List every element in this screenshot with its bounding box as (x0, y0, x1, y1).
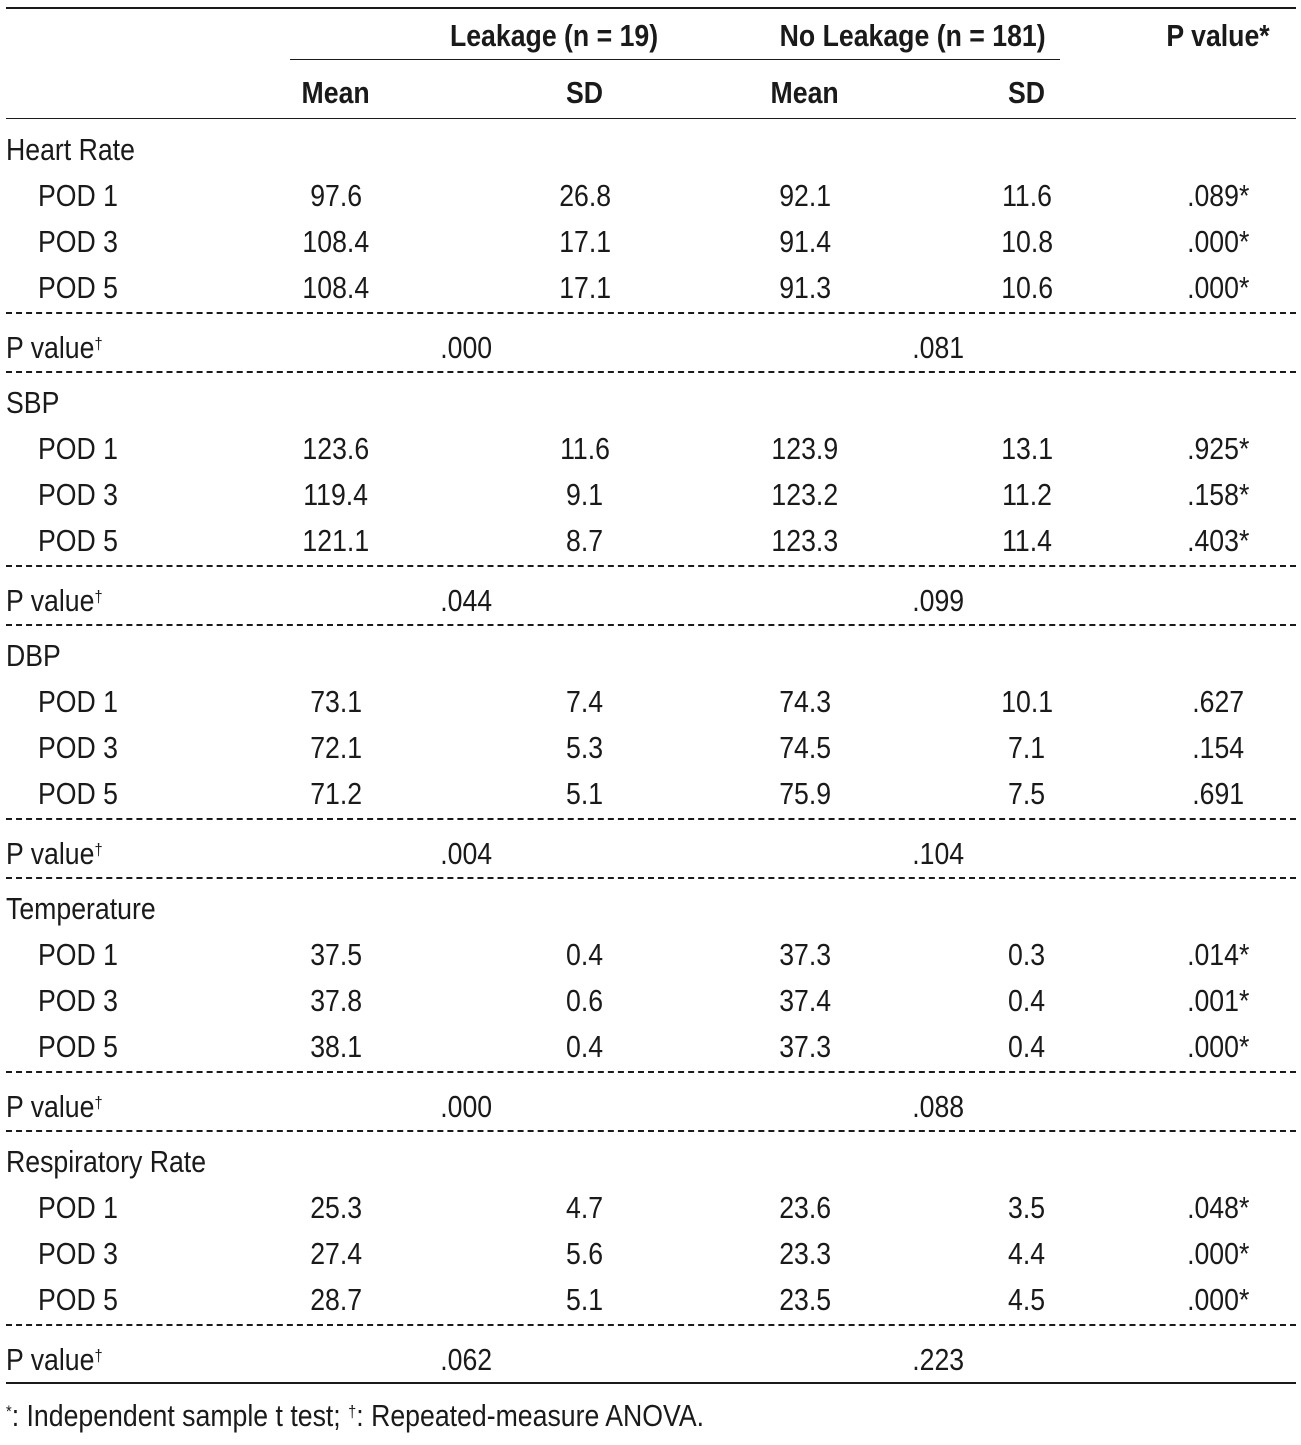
cell-n-sd: 0.3 (1008, 937, 1046, 972)
footnote-text-2: : Repeated-measure ANOVA. (356, 1398, 705, 1433)
cell-l-sd: 8.7 (566, 523, 604, 558)
cell-l-mean: 108.4 (302, 270, 370, 305)
cell-n-mean: 74.5 (779, 730, 831, 765)
cell-l-mean: 119.4 (303, 477, 369, 512)
row-label: POD 1 (38, 684, 119, 719)
bottom-rule (6, 1382, 1296, 1384)
dashed-rule (6, 877, 1296, 879)
p-value-no-leakage: .104 (912, 836, 964, 871)
p-value-no-leakage: .099 (912, 583, 964, 618)
row-label: POD 3 (38, 477, 119, 512)
cell-p: .925* (1186, 431, 1250, 466)
cell-n-sd: 10.6 (1001, 270, 1053, 305)
p-value-no-leakage: .088 (912, 1089, 964, 1124)
cell-n-mean: 91.3 (779, 270, 831, 305)
header-rule (6, 118, 1296, 119)
row-label: POD 5 (38, 523, 119, 558)
row-label: POD 1 (38, 937, 119, 972)
table-footnote (6, 1396, 818, 1436)
cell-n-sd: 11.4 (1002, 523, 1052, 558)
cell-l-mean: 71.2 (310, 776, 362, 811)
cell-n-mean: 23.6 (779, 1190, 831, 1225)
cell-n-sd: 13.1 (1001, 431, 1053, 466)
cell-n-sd: 4.4 (1008, 1236, 1046, 1271)
dashed-rule (6, 371, 1296, 373)
cell-l-sd: 7.4 (566, 684, 604, 719)
cell-l-sd: 0.6 (566, 983, 604, 1018)
cell-l-mean: 108.4 (302, 224, 370, 259)
header-leakage-mean: Mean (301, 75, 371, 110)
p-value-label: P value† (6, 1089, 103, 1124)
leakage-group-underline (290, 59, 818, 60)
cell-l-sd: 5.1 (566, 1282, 604, 1317)
cell-l-sd: 9.1 (566, 477, 604, 512)
no-leakage-group-underline (758, 59, 1060, 60)
cell-n-mean: 91.4 (779, 224, 831, 259)
cell-n-sd: 7.1 (1008, 730, 1046, 765)
cell-n-mean: 37.3 (779, 1029, 831, 1064)
cell-n-mean: 92.1 (779, 178, 831, 213)
p-value-label: P value† (6, 583, 103, 618)
dashed-rule (6, 565, 1296, 567)
cell-l-mean: 27.4 (310, 1236, 362, 1271)
cell-n-mean: 23.5 (779, 1282, 831, 1317)
cell-l-mean: 28.7 (310, 1282, 362, 1317)
row-label: POD 5 (38, 1029, 119, 1064)
footnote-mark-star: * (6, 1402, 12, 1421)
section-title: Respiratory Rate (6, 1144, 207, 1179)
section-title: Temperature (6, 891, 156, 926)
cell-p: .158* (1186, 477, 1250, 512)
cell-l-mean: 37.8 (310, 983, 362, 1018)
row-label: POD 3 (38, 1236, 119, 1271)
p-value-leakage: .062 (440, 1342, 492, 1377)
cell-n-sd: 0.4 (1008, 983, 1046, 1018)
header-no-leakage-sd: SD (1008, 75, 1046, 110)
cell-l-sd: 5.1 (566, 776, 604, 811)
cell-n-mean: 37.4 (779, 983, 831, 1018)
row-label: POD 1 (38, 431, 119, 466)
dashed-rule (6, 312, 1296, 314)
row-label: POD 1 (38, 1190, 119, 1225)
header-leakage-sd: SD (566, 75, 604, 110)
cell-p: .154 (1192, 730, 1244, 765)
cell-l-sd: 11.6 (560, 431, 610, 466)
section-title: Heart Rate (6, 132, 135, 167)
p-value-leakage: .000 (440, 1089, 492, 1124)
cell-p: .000* (1186, 1236, 1250, 1271)
row-label: POD 3 (38, 224, 119, 259)
section-title: SBP (6, 385, 60, 420)
dashed-rule (6, 1130, 1296, 1132)
cell-p: .000* (1186, 1282, 1250, 1317)
cell-l-sd: 5.3 (566, 730, 604, 765)
section-title: DBP (6, 638, 61, 673)
cell-l-mean: 25.3 (310, 1190, 362, 1225)
p-value-label: P value† (6, 330, 103, 365)
cell-n-mean: 123.2 (771, 477, 839, 512)
cell-l-sd: 26.8 (559, 178, 611, 213)
footnote-mark-dagger: † (348, 1402, 357, 1421)
cell-l-sd: 17.1 (559, 224, 611, 259)
cell-p: .048* (1186, 1190, 1250, 1225)
cell-p: .403* (1186, 523, 1250, 558)
cell-n-sd: 11.2 (1002, 477, 1052, 512)
footnote-text-1: : Independent sample t test; (11, 1398, 349, 1433)
cell-n-mean: 37.3 (779, 937, 831, 972)
cell-l-sd: 5.6 (566, 1236, 604, 1271)
cell-n-sd: 3.5 (1008, 1190, 1046, 1225)
dashed-rule (6, 1071, 1296, 1073)
cell-n-mean: 23.3 (779, 1236, 831, 1271)
row-label: POD 5 (38, 270, 119, 305)
cell-l-mean: 38.1 (310, 1029, 362, 1064)
cell-l-sd: 0.4 (566, 937, 604, 972)
cell-l-mean: 37.5 (310, 937, 362, 972)
top-rule (6, 7, 1296, 9)
row-label: POD 1 (38, 178, 119, 213)
cell-l-mean: 121.1 (302, 523, 370, 558)
cell-l-mean: 97.6 (310, 178, 362, 213)
p-value-no-leakage: .081 (912, 330, 964, 365)
cell-l-mean: 123.6 (302, 431, 370, 466)
cell-l-mean: 73.1 (310, 684, 362, 719)
header-group-leakage: Leakage (n = 19) (449, 18, 659, 53)
row-label: POD 3 (38, 983, 119, 1018)
cell-n-mean: 123.9 (771, 431, 839, 466)
header-p-value: P value* (1166, 18, 1270, 53)
cell-p: .627 (1192, 684, 1244, 719)
cell-p: .001* (1186, 983, 1250, 1018)
p-value-leakage: .004 (440, 836, 492, 871)
cell-n-sd: 11.6 (1002, 178, 1052, 213)
cell-n-sd: 4.5 (1008, 1282, 1046, 1317)
cell-n-mean: 123.3 (771, 523, 839, 558)
header-group-no-leakage: No Leakage (n = 181) (779, 18, 1046, 53)
p-value-leakage: .044 (440, 583, 492, 618)
row-label: POD 5 (38, 776, 119, 811)
dashed-rule (6, 1324, 1296, 1326)
cell-l-sd: 4.7 (566, 1190, 604, 1225)
cell-n-mean: 75.9 (779, 776, 831, 811)
cell-p: .014* (1186, 937, 1250, 972)
cell-n-sd: 0.4 (1008, 1029, 1046, 1064)
cell-p: .089* (1186, 178, 1250, 213)
cell-l-mean: 72.1 (310, 730, 362, 765)
cell-p: .691 (1192, 776, 1244, 811)
cell-n-sd: 7.5 (1008, 776, 1046, 811)
dashed-rule (6, 818, 1296, 820)
p-value-label: P value† (6, 836, 103, 871)
p-value-no-leakage: .223 (912, 1342, 964, 1377)
row-label: POD 3 (38, 730, 119, 765)
cell-n-sd: 10.1 (1001, 684, 1053, 719)
cell-n-sd: 10.8 (1001, 224, 1053, 259)
cell-p: .000* (1186, 270, 1250, 305)
cell-n-mean: 74.3 (779, 684, 831, 719)
row-label: POD 5 (38, 1282, 119, 1317)
cell-p: .000* (1186, 1029, 1250, 1064)
cell-l-sd: 0.4 (566, 1029, 604, 1064)
dashed-rule (6, 624, 1296, 626)
cell-l-sd: 17.1 (559, 270, 611, 305)
header-no-leakage-mean: Mean (770, 75, 840, 110)
cell-p: .000* (1186, 224, 1250, 259)
p-value-label: P value† (6, 1342, 103, 1377)
p-value-leakage: .000 (440, 330, 492, 365)
